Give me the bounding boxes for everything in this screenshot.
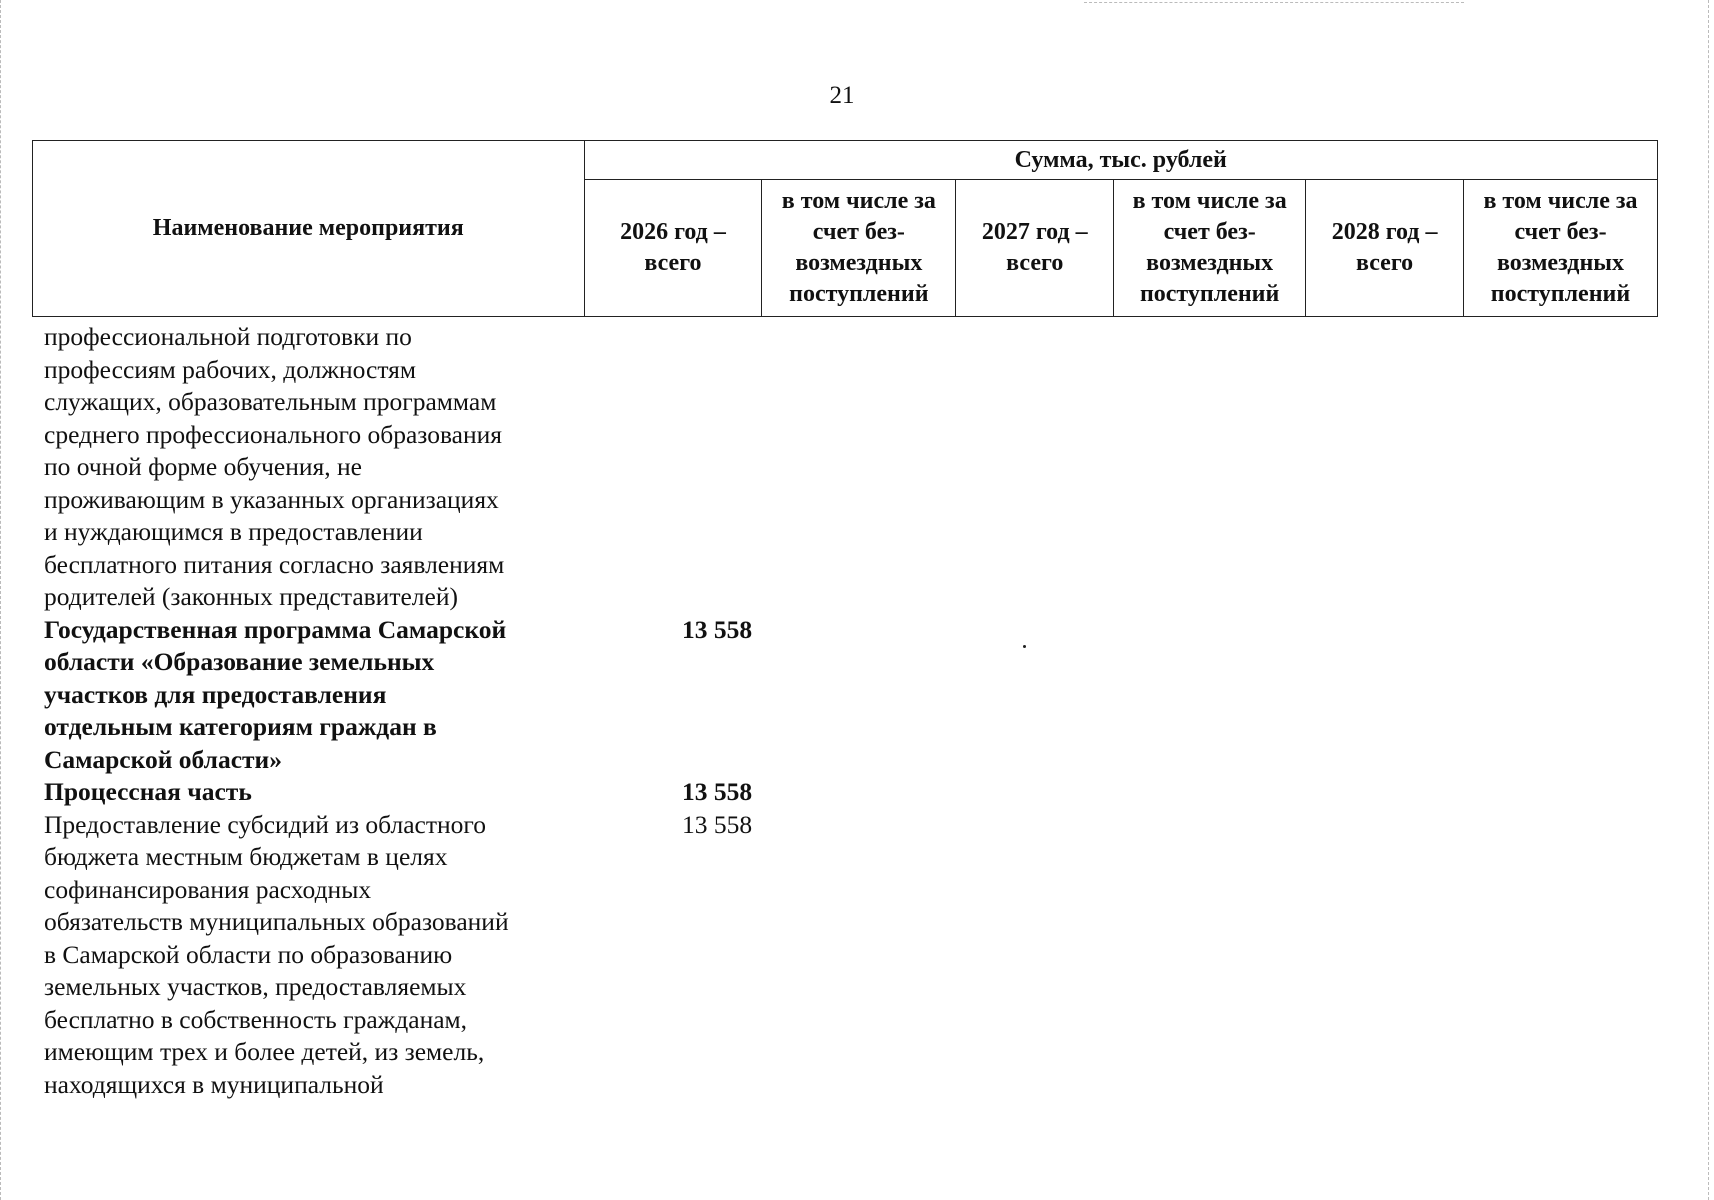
header-2026-total: 2026 год – всего	[584, 180, 762, 317]
row-name-line: Предоставление субсидий из областного	[44, 809, 486, 839]
row-name-line: бюджета местным бюджетам в целях	[44, 842, 448, 871]
row-name-line: родителей (законных представителей)	[44, 582, 458, 611]
row-value-2026: 13 558	[682, 809, 753, 839]
row-name-line: отдельным категориям граждан в	[44, 712, 437, 741]
col-name-header: Наименование мероприятия	[33, 141, 585, 317]
row-name-line: земельных участков, предоставляемых	[44, 972, 467, 1001]
table-row	[44, 321, 1644, 614]
row-name-line: Государственная программа Самарской	[44, 614, 507, 644]
row-name-line: служащих, образовательным программам	[44, 387, 497, 416]
row-name-line: участков для предоставления	[44, 679, 387, 709]
row-name	[44, 614, 574, 777]
row-name	[44, 776, 574, 809]
row-name	[44, 809, 574, 1102]
right-margin-line	[1708, 0, 1710, 1200]
row-name-line: бесплатного питания согласно заявлениям	[44, 549, 505, 579]
row-name-line: проживающим в указанных организациях	[44, 484, 499, 514]
table-body	[44, 321, 1644, 1101]
row-name-line: софинансирования расходных	[44, 874, 372, 904]
row-name-line: Процессная часть	[44, 777, 252, 806]
row-name-line: и нуждающимся в предоставлении	[44, 517, 423, 546]
page-number: 21	[829, 82, 855, 109]
row-name-line: профессиональной подготовки по	[44, 322, 412, 351]
row-name-line: имеющим трех и более детей, из земель,	[44, 1037, 485, 1066]
row-name-line: профессиям рабочих, должностям	[44, 354, 417, 384]
header-2027-total: 2027 год – всего	[956, 180, 1114, 317]
top-scan-rule	[1084, 2, 1464, 4]
row-name-line: Самарской области»	[44, 744, 282, 774]
header-2027-grants: в том числе за счет без-возмездных поступлений	[1114, 180, 1306, 317]
row-name-line: области «Образование земельных	[44, 647, 435, 676]
scan-dot	[1023, 645, 1026, 648]
row-name-line: обязательств муниципальных образований	[44, 907, 509, 936]
row-name-line: по очной форме обучения, не	[44, 452, 362, 481]
table-row	[44, 809, 1644, 1102]
header-2028-grants: в том числе за счет без-возмездных поступлений	[1464, 180, 1658, 317]
header-table	[32, 140, 1658, 317]
row-name-line: находящихся в муниципальной	[44, 1069, 384, 1099]
row-value-2026: 13 558	[682, 777, 753, 806]
row-value-2026	[574, 321, 832, 614]
row-name-line: в Самарской области по образованию	[44, 939, 453, 969]
row-name-line: среднего профессионального образования	[44, 419, 502, 449]
row-value-2026: 13 558	[682, 614, 753, 644]
left-margin-line	[0, 0, 2, 1200]
table-row	[44, 776, 1644, 809]
header-2028-total: 2028 год – всего	[1306, 180, 1464, 317]
header-2026-grants: в том числе за счет без-возмездных поступлений	[762, 180, 956, 317]
sum-header: Сумма, тыс. рублей	[584, 141, 1657, 180]
row-name	[44, 321, 574, 614]
row-name-line: бесплатно в собственность гражданам,	[44, 1004, 468, 1034]
table-row	[44, 614, 1644, 777]
